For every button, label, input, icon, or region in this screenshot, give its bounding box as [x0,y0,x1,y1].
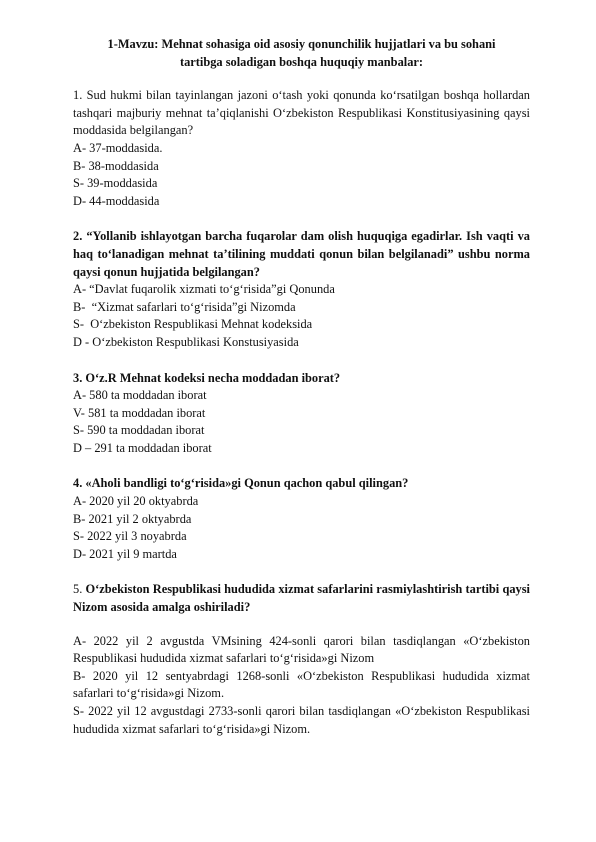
question-3-option-v: V- 581 ta moddadan iborat [73,405,206,420]
question-1 [73,87,530,210]
question-1-option-b: B- 38-moddasida [73,158,159,173]
question-3-option-d: D – 291 ta moddadan iborat [73,440,212,455]
document-page [73,36,530,738]
question-5-text: O‘zbekiston Respublikasi hududida xizmat safarlarini rasmiylashtirish tartibi qaysi Nizom asosida amalga oshiriladi? [73,582,530,615]
question-4-option-d: D- 2021 yil 9 martda [73,546,177,561]
question-3 [73,370,530,458]
question-2-option-d: D - O‘zbekiston Respublikasi Konstusiyasida [73,334,299,349]
question-1-option-a: A- 37-moddasida. [73,140,163,155]
question-2-option-s: S- O‘zbekiston Respublikasi Mehnat kodeksida [73,317,313,332]
question-2-option-a: A- “Davlat fuqarolik xizmati to‘g‘risida”gi Qonunda [73,282,335,297]
question-3-option-s: S- 590 ta moddadan iborat [73,423,205,438]
title-line-1: 1-Mavzu: Mehnat sohasiga oid asosiy qonunchilik hujjatlari va bu sohani [107,37,496,51]
question-5-option-s: S- 2022 yil 12 avgustdagi 2733-sonli qarori bilan tasdiqlangan «O‘zbekiston Respublikasi hududida xizmat safarlari to‘g‘risida»gi Nizom. [73,704,530,736]
question-3-option-a: A- 580 ta moddadan iborat [73,388,207,403]
question-1-stem: 1. Sud hukmi bilan tayinlangan jazoni o‘tash yoki qonunda ko‘rsatilgan boshqa hollardan tashqari majburiy mehnat ta’qiqlanishi O‘zbekiston Respublikasi Konstitusiyasining qaysi moddasida belgilangan? [73,88,530,138]
question-4 [73,475,530,563]
question-1-option-d: D- 44-moddasida [73,193,160,208]
question-5-option-a: A- 2022 yil 2 avgustda VMsining 424-sonli qarori bilan tasdiqlangan «O‘zbekiston Respublikasi hududida xizmat safarlari to‘g‘risida»gi Nizom [73,633,530,666]
question-3-stem: 3. O‘z.R Mehnat kodeksi necha moddadan iborat? [73,370,341,385]
question-5-number: 5. [73,582,83,597]
document-title [73,36,530,71]
question-1-option-s: S- 39-moddasida [73,176,158,191]
question-4-option-b: B- 2021 yil 2 oktyabrda [73,511,192,526]
question-4-option-s: S- 2022 yil 3 noyabrda [73,529,187,544]
question-2 [73,228,530,351]
question-4-stem: 4. «Aholi bandligi to‘g‘risida»gi Qonun qachon qabul qilingan? [73,476,409,491]
question-5-option-b: B- 2020 yil 12 sentyabrdagi 1268-sonli «O‘zbekiston Respublikasi hududida xizmat safarlari to‘g‘risida»gi Nizom. [73,668,530,701]
question-4-option-a: A- 2020 yil 20 oktyabrda [73,494,199,509]
question-5-stem [73,581,530,616]
title-line-2: tartibga soladigan boshqa huquqiy manbalar: [179,54,424,69]
question-2-option-b: B- “Xizmat safarlari to‘g‘risida”gi Nizomda [73,299,296,314]
question-2-stem: 2. “Yollanib ishlayotgan barcha fuqarolar dam olish huquqiga egadirlar. Ish vaqti va haq to‘lanadigan mehnat ta’tilining muddati qonun bilan belgilanadi” ushbu norma qaysi qonun hujjatida belgilangan? [73,229,530,279]
question-5 [73,581,530,738]
